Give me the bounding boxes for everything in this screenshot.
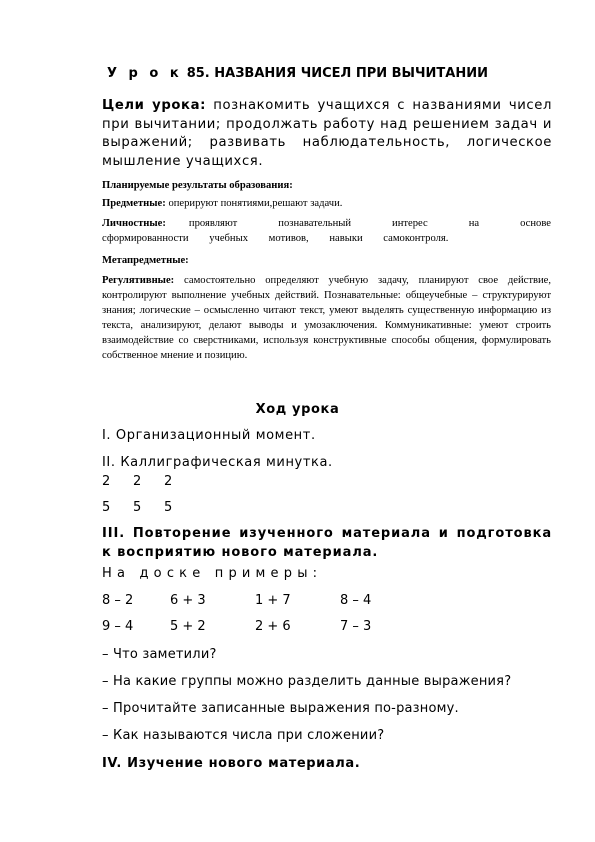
meta-heading [102,253,551,268]
lesson-title-rest: 85. НАЗВАНИЯ ЧИСЕЛ ПРИ ВЫЧИТАНИИ [186,66,488,81]
results-heading [102,178,551,193]
example-expression: 9 – 4 [102,619,134,634]
regulatory-label: Регулятивные: [102,275,175,286]
personal-label: Личностные: [102,218,166,229]
personal-text: проявляют познавательный интерес на основе сформированности учебных мотивов, навыки самоконтроля. [102,218,551,244]
example-expression: 7 – 3 [340,619,372,634]
results-personal [102,216,551,246]
calligraphy-digit: 2 [164,474,173,489]
calligraphy-digit: 2 [102,474,111,489]
lesson-title [0,66,595,81]
example-expression: 6 + 3 [170,593,206,608]
example-expression: 8 – 2 [102,593,134,608]
results-heading-text: Планируемые результаты образования: [102,180,293,191]
results-subject [102,196,551,211]
question: – Как называются числа при сложении? [102,728,385,743]
question: – На какие группы можно разделить данные выражения? [102,674,512,689]
section-3: III. Повторение изученного материала и подготовка к восприятию нового материала. [102,526,552,560]
section-4: IV. Изучение нового материала. [102,756,361,771]
example-expression: 2 + 6 [255,619,291,634]
board-label: На доске примеры: [102,566,323,581]
example-expression: 1 + 7 [255,593,291,608]
question: – Что заметили? [102,647,217,662]
lesson-goals [102,97,552,171]
section-2: II. Каллиграфическая минутка. [102,455,333,470]
lesson-title-prefix: У р о к [107,66,183,81]
example-expression: 5 + 2 [170,619,206,634]
goals-label: Цели урока: [102,98,206,113]
meta-heading-text: Метапредметные: [102,255,189,266]
example-expression: 8 – 4 [340,593,372,608]
calligraphy-digit: 5 [133,500,142,515]
subject-text: оперируют понятиями,решают задачи. [168,198,343,209]
regulatory-text: самостоятельно определяют учебную задачу, планируют свое действие, контролируют выполнение учебных действий. Познавательные: общеучебные – структурируют знания; логические – осмысленно читают текст, умеют выделять существенную информацию из текста, анализируют, делают выводы и умозаключения. Коммуникативные: умеют строить взаимодействие со сверстниками, используя конструктивные способы общения, формулировать собственное мнение и позицию. [102,275,551,361]
results-regulatory [102,273,551,363]
question: – Прочитайте записанные выражения по-разному. [102,701,459,716]
calligraphy-digit: 5 [102,500,111,515]
goals-text: познакомить учащихся с названиями чисел при вычитании; продолжать работу над решением задач и выражений; развивать наблюдательность, логическое мышление учащихся. [102,98,553,169]
section-1: I. Организационный момент. [102,428,316,443]
calligraphy-digit: 5 [164,500,173,515]
calligraphy-digit: 2 [133,474,142,489]
course-heading: Ход урока [255,402,340,417]
subject-label: Предметные: [102,198,166,209]
